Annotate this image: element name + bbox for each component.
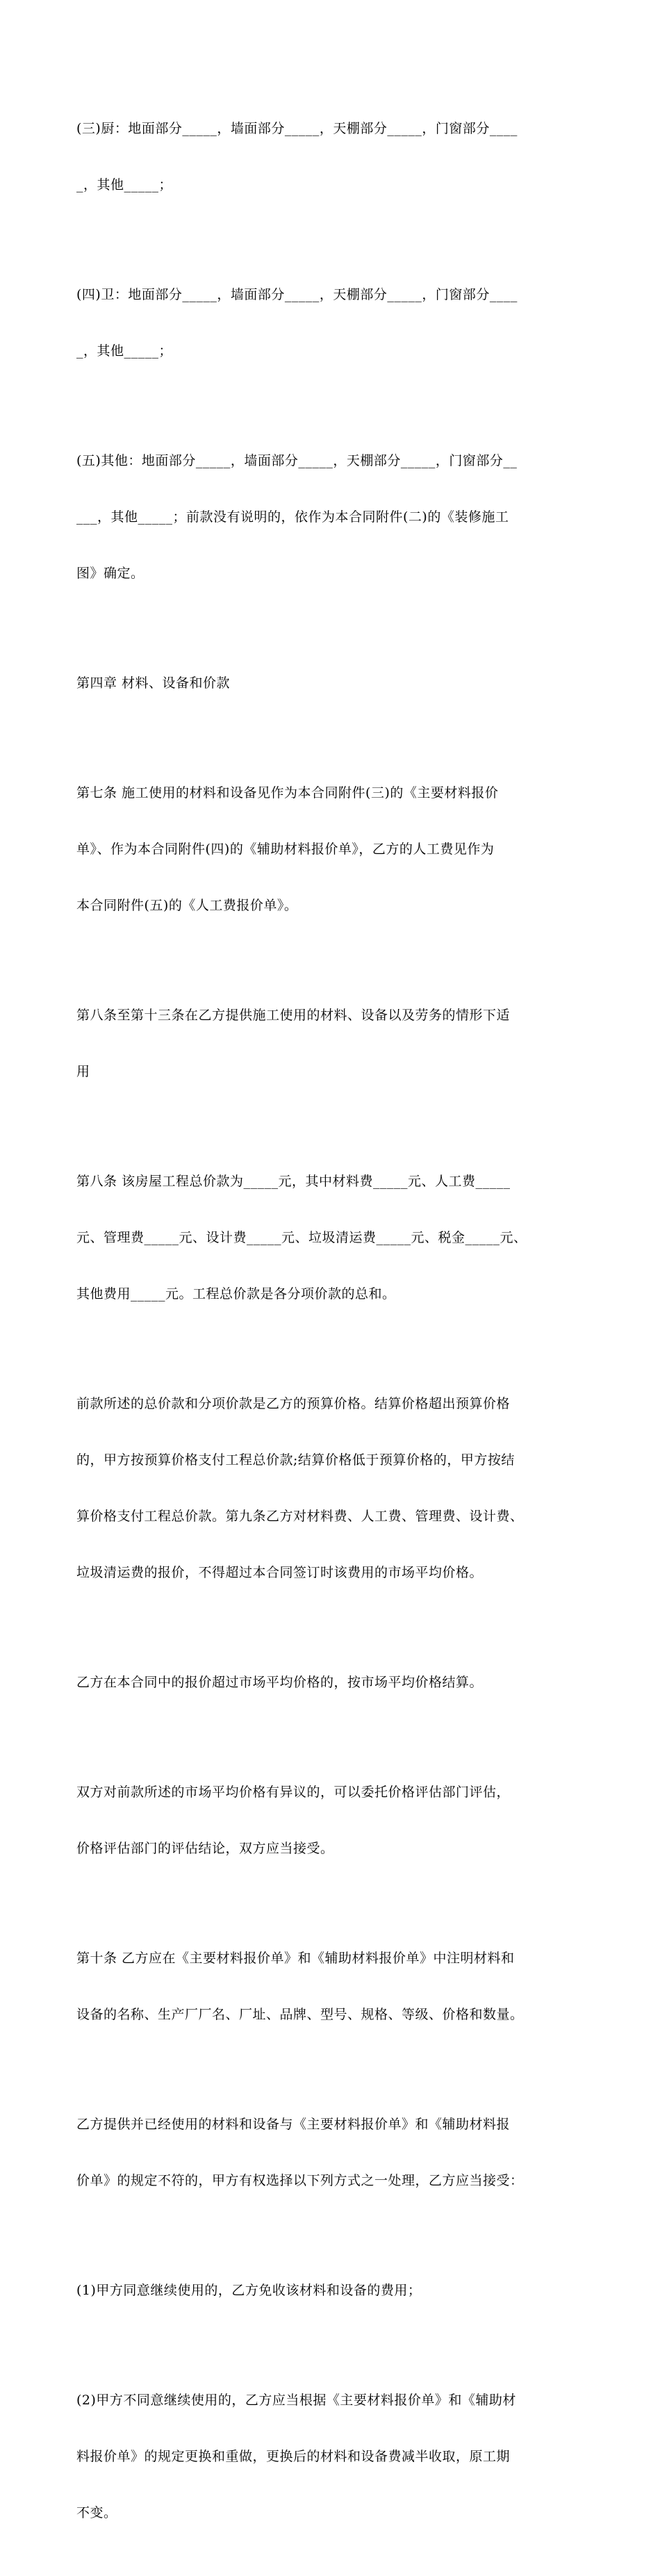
text-line: (1)甲方同意继续使用的，乙方免收该材料和设备的费用；: [76, 2283, 422, 2298]
text-line: (三)厨：地面部分_____，墙面部分_____，天棚部分_____，门窗部分____: [76, 121, 518, 136]
text-line: ___，其他_____；前款没有说明的，依作为本合同附件(二)的《装修施工: [76, 509, 509, 525]
option-2: [76, 2354, 587, 2560]
paragraph-kitchen: [76, 82, 587, 232]
text-line: _，其他_____；: [76, 343, 173, 359]
text-line: 单》、作为本合同附件(四)的《辅助材料报价单》，乙方的人工费见作为: [76, 842, 495, 857]
text-line: 的，甲方按预算价格支付工程总价款;结算价格低于预算价格的，甲方按结: [76, 1452, 515, 1468]
chapter-heading: [76, 637, 587, 730]
text-line: 垃圾清运费的报价，不得超过本合同签订时该费用的市场平均价格。: [76, 1565, 484, 1580]
text-line: 图》确定。: [76, 566, 145, 581]
text-line: 其他费用_____元。工程总价款是各分项价款的总和。: [76, 1286, 396, 1302]
text-line: 本合同附件(五)的《人工费报价单》。: [76, 898, 298, 913]
text-line: 前款所述的总价款和分项价款是乙方的预算价格。结算价格超出预算价格: [76, 1396, 511, 1411]
text-line: 第四章 材料、设备和价款: [76, 675, 231, 691]
text-line: 第十条 乙方应在《主要材料报价单》和《辅助材料报价单》中注明材料和: [76, 1951, 515, 1966]
paragraph-other: [76, 414, 587, 621]
market-price-paragraph: [76, 1636, 587, 1730]
text-line: 用: [76, 1064, 90, 1079]
text-line: 算价格支付工程总价款。第九条乙方对材料费、人工费、管理费、设计费、: [76, 1509, 524, 1524]
budget-price-paragraph: [76, 1357, 587, 1620]
text-line: 双方对前款所述的市场平均价格有异议的，可以委托价格评估部门评估，: [76, 1785, 511, 1800]
text-line: (四)卫：地面部分_____，墙面部分_____，天棚部分_____，门窗部分____: [76, 287, 518, 302]
text-line: (五)其他：地面部分_____，墙面部分_____，天棚部分_____，门窗部分__: [76, 453, 518, 468]
text-line: 料报价单》的规定更换和重做，更换后的材料和设备费减半收取，原工期: [76, 2449, 511, 2464]
article-8: [76, 1135, 587, 1341]
document-page: [76, 82, 587, 2576]
text-line: 乙方提供并已经使用的材料和设备与《主要材料报价单》和《辅助材料报: [76, 2117, 511, 2132]
text-line: 价格评估部门的评估结论，双方应当接受。: [76, 1841, 334, 1856]
text-line: _，其他_____；: [76, 177, 173, 192]
option-1: [76, 2244, 587, 2338]
text-line: 不变。: [76, 2505, 117, 2520]
text-line: 第八条 该房屋工程总价款为_____元，其中材料费_____元、人工费_____: [76, 1174, 511, 1189]
nonconformity-paragraph: [76, 2078, 587, 2228]
text-line: 价单》的规定不符的，甲方有权选择以下列方式之一处理，乙方应当接受：: [76, 2173, 524, 2188]
text-line: 元、管理费_____元、设计费_____元、垃圾清运费_____元、税金_____元、: [76, 1230, 527, 1245]
article-10: [76, 1912, 587, 2062]
text-line: 乙方在本合同中的报价超过市场平均价格的，按市场平均价格结算。: [76, 1675, 484, 1690]
text-line: 第七条 施工使用的材料和设备见作为本合同附件(三)的《主要材料报价: [76, 785, 499, 801]
dispute-paragraph: [76, 1746, 587, 1896]
article-7: [76, 746, 587, 953]
scope-note: [76, 969, 587, 1119]
text-line: 设备的名称、生产厂厂名、厂址、品牌、型号、规格、等级、价格和数量。: [76, 2007, 524, 2022]
text-line: (2)甲方不同意继续使用的，乙方应当根据《主要材料报价单》和《辅助材: [76, 2393, 516, 2408]
paragraph-bathroom: [76, 248, 587, 398]
text-line: 第八条至第十三条在乙方提供施工使用的材料、设备以及劳务的情形下适: [76, 1008, 511, 1023]
